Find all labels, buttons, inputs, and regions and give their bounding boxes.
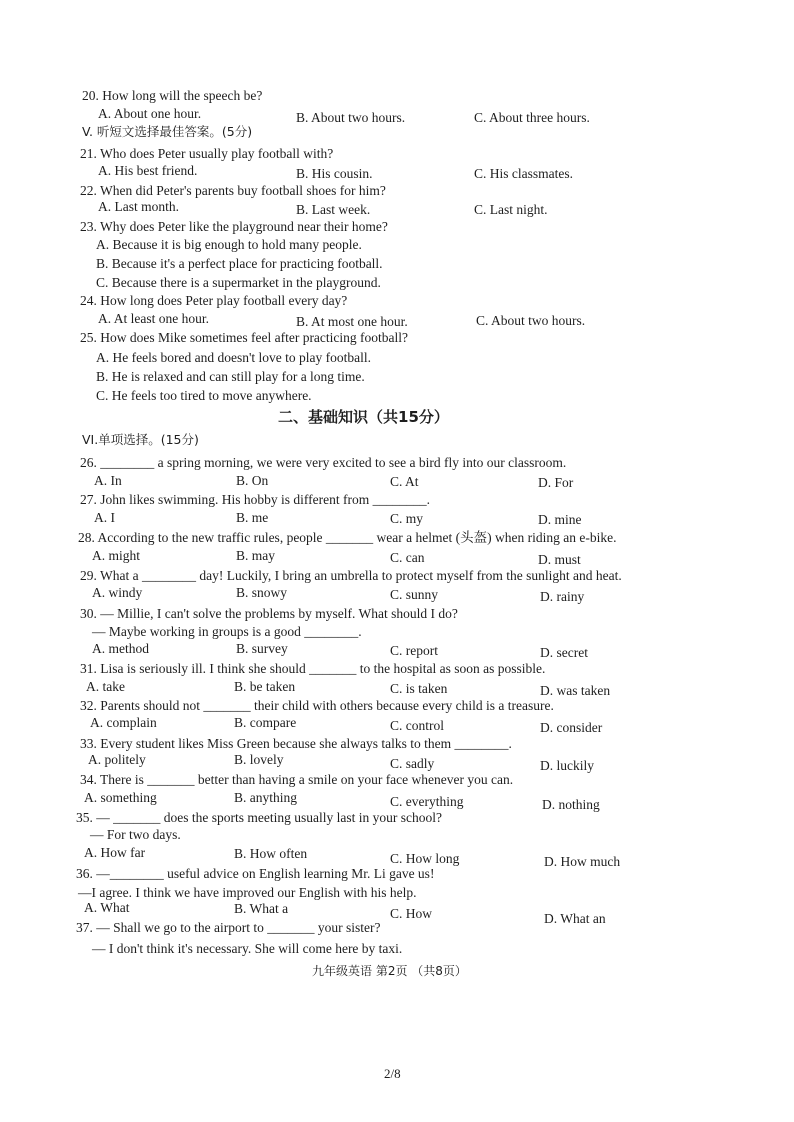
text-line: D. What an — [544, 911, 606, 926]
text-line: A. I — [94, 510, 115, 525]
text-line: A. complain — [90, 715, 157, 730]
text-line: 28. According to the new traffic rules, people _______ wear a helmet (头盔) when riding an e-bike. — [78, 530, 617, 545]
text-line: B. Last week. — [296, 202, 371, 217]
text-line: 26. ________ a spring morning, we were very excited to see a bird fly into our classroom. — [80, 455, 567, 470]
text-line: 31. Lisa is seriously ill. I think she should _______ to the hospital as soon as possible. — [80, 661, 546, 676]
text-line: C. His classmates. — [474, 166, 573, 181]
text-line: A. Last month. — [98, 199, 179, 214]
text-line: 30. — Millie, I can't solve the problems by myself. What should I do? — [80, 606, 458, 621]
text-line: C. is taken — [390, 681, 448, 696]
text-line: C. everything — [390, 794, 464, 809]
text-line: C. How — [390, 906, 433, 921]
text-line: 37. — Shall we go to the airport to _______ your sister? — [76, 920, 381, 935]
text-line: B. How often — [234, 846, 308, 861]
text-line: B. At most one hour. — [296, 314, 408, 329]
text-line: A. might — [92, 548, 141, 563]
text-line: B. survey — [236, 641, 288, 656]
section-title: 二、基础知识（共15分） — [278, 408, 449, 426]
text-line: A. windy — [92, 585, 143, 600]
text-line: C. report — [390, 643, 438, 658]
text-line: 22. When did Peter's parents buy football shoes for him? — [80, 183, 386, 198]
text-line: D. For — [538, 475, 574, 490]
text-line: D. mine — [538, 512, 582, 527]
text-line: 27. John likes swimming. His hobby is different from ________. — [80, 492, 430, 507]
text-line: B. be taken — [234, 679, 296, 694]
text-line: C. sunny — [390, 587, 439, 602]
text-line: A. About one hour. — [98, 106, 202, 121]
text-line: C. sadly — [390, 756, 435, 771]
text-line: B. His cousin. — [296, 166, 373, 181]
text-line: B. anything — [234, 790, 297, 805]
text-line: B. He is relaxed and can still play for a long time. — [96, 369, 365, 384]
text-line: A. method — [92, 641, 149, 656]
text-line: A. At least one hour. — [98, 311, 209, 326]
text-line: B. compare — [234, 715, 297, 730]
text-line: A. Because it is big enough to hold many people. — [96, 237, 362, 252]
text-line: B. may — [236, 548, 275, 563]
text-line: A. take — [86, 679, 125, 694]
text-line: C. About two hours. — [476, 313, 586, 328]
page-footer: 九年级英语 第2页 （共8页） — [312, 964, 467, 978]
text-line: D. consider — [540, 720, 603, 735]
text-line: 23. Why does Peter like the playground near their home? — [80, 219, 388, 234]
text-line: B. me — [236, 510, 269, 525]
text-line: D. must — [538, 552, 581, 567]
text-line: 34. There is _______ better than having a smile on your face whenever you can. — [80, 772, 514, 787]
text-line: C. He feels too tired to move anywhere. — [96, 388, 312, 403]
text-line: C. can — [390, 550, 425, 565]
page-number: 2/8 — [384, 1066, 401, 1081]
text-line: D. was taken — [540, 683, 611, 698]
text-line: D. luckily — [540, 758, 594, 773]
text-line: C. About three hours. — [474, 110, 590, 125]
text-line: B. What a — [234, 901, 289, 916]
text-line: A. In — [94, 473, 122, 488]
text-line: C. How long — [390, 851, 460, 866]
text-line: VI.单项选择。(15分) — [82, 432, 199, 447]
text-line: D. How much — [544, 854, 621, 869]
text-line: C. At — [390, 474, 419, 489]
text-line: B. snowy — [236, 585, 288, 600]
text-line: —I agree. I think we have improved our English with his help. — [78, 885, 417, 900]
text-line: A. politely — [88, 752, 146, 767]
text-line: — For two days. — [90, 827, 181, 842]
text-line: 33. Every student likes Miss Green because she always talks to them ________. — [80, 736, 512, 751]
text-line: 21. Who does Peter usually play football with? — [80, 146, 334, 161]
text-line: B. Because it's a perfect place for practicing football. — [96, 256, 383, 271]
text-line: V. 听短文选择最佳答案。(5分) — [82, 124, 253, 139]
text-line: C. control — [390, 718, 444, 733]
text-line: 29. What a ________ day! Luckily, I bring an umbrella to protect myself from the sunlight and heat. — [80, 568, 622, 583]
text-line: 35. — _______ does the sports meeting usually last in your school? — [76, 810, 442, 825]
text-line: B. On — [236, 473, 269, 488]
text-line: 36. —________ useful advice on English learning Mr. Li gave us! — [76, 866, 435, 881]
text-line: A. What — [84, 900, 130, 915]
text-line: D. secret — [540, 645, 588, 660]
text-line: B. About two hours. — [296, 110, 406, 125]
text-line: 24. How long does Peter play football every day? — [80, 293, 348, 308]
text-line: B. lovely — [234, 752, 284, 767]
text-line: A. How far — [84, 845, 146, 860]
text-line: 25. How does Mike sometimes feel after practicing football? — [80, 330, 409, 345]
text-line: A. His best friend. — [98, 163, 198, 178]
text-line: C. Last night. — [474, 202, 548, 217]
text-line: 20. How long will the speech be? — [82, 88, 263, 103]
text-line: D. rainy — [540, 589, 585, 604]
text-line: 32. Parents should not _______ their child with others because every child is a treasure. — [80, 698, 554, 713]
text-line: A. something — [84, 790, 157, 805]
text-line: C. my — [390, 511, 424, 526]
text-line: C. Because there is a supermarket in the playground. — [96, 275, 381, 290]
text-line: — I don't think it's necessary. She will come here by taxi. — [92, 941, 403, 956]
text-line: A. He feels bored and doesn't love to play football. — [96, 350, 371, 365]
text-line: — Maybe working in groups is a good ________. — [92, 624, 362, 639]
text-line: D. nothing — [542, 797, 600, 812]
